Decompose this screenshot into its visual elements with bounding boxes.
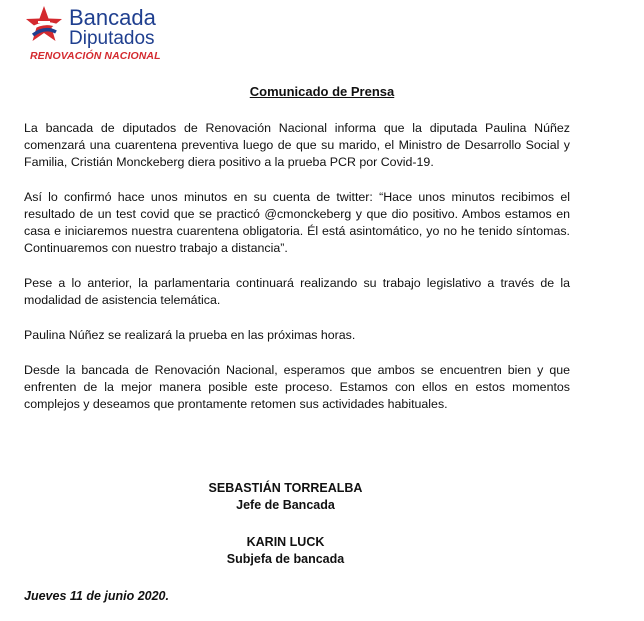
- header-logo: [24, 4, 284, 64]
- paragraph-2: Así lo confirmó hace unos minutos en su cuenta de twitter: “Hace unos minutos recibimos el resultado de un test covid que se practicó @cmonckeberg y que dio positivo. Ambos estamos en casa e iniciaremos nuestra cuarentena obligatoria. Él está asintomático, yo no he tenido síntomas. Continuaremos con nuestro trabajo a distancia”.: [24, 190, 570, 255]
- logo-text-bancada: Bancada: [69, 5, 156, 30]
- body-text: [24, 120, 570, 431]
- page-title: Comunicado de Prensa: [249, 84, 395, 99]
- signature-role: Jefe de Bancada: [236, 498, 335, 512]
- document-date: Jueves 11 de junio 2020.: [24, 589, 169, 603]
- signature-name: KARIN LUCK: [246, 535, 325, 549]
- paragraph-5: Desde la bancada de Renovación Nacional, esperamos que ambos se encuentren bien y que enfrenten de la mejor manera posible este proceso. Estamos con ellos en estos momentos complejos y deseamos que prontamente retomen sus actividades habituales.: [24, 363, 570, 411]
- paragraph-1: La bancada de diputados de Renovación Nacional informa que la diputada Paulina Núñez comenzará una cuarentena preventiva luego de que su marido, el Ministro de Desarrollo Social y Familia, Cristián Monckeberg diera positivo a la prueba PCR por Covid-19.: [24, 121, 570, 169]
- logo-text-diputados: Diputados: [69, 28, 155, 49]
- paragraph-4: Paulina Núñez se realizará la prueba en las próximas horas.: [24, 328, 356, 342]
- signature-2: [0, 534, 571, 568]
- logo-text-renovacion: RENOVACIÓN NACIONAL: [30, 50, 161, 62]
- star-logo-icon: [24, 4, 64, 48]
- signature-1: [0, 480, 571, 514]
- paragraph-3: Pese a lo anterior, la parlamentaria continuará realizando su trabajo legislativo a través de la modalidad de asistencia telemática.: [24, 276, 570, 307]
- signature-role: Subjefa de bancada: [226, 552, 345, 566]
- signature-name: SEBASTIÁN TORREALBA: [208, 481, 363, 495]
